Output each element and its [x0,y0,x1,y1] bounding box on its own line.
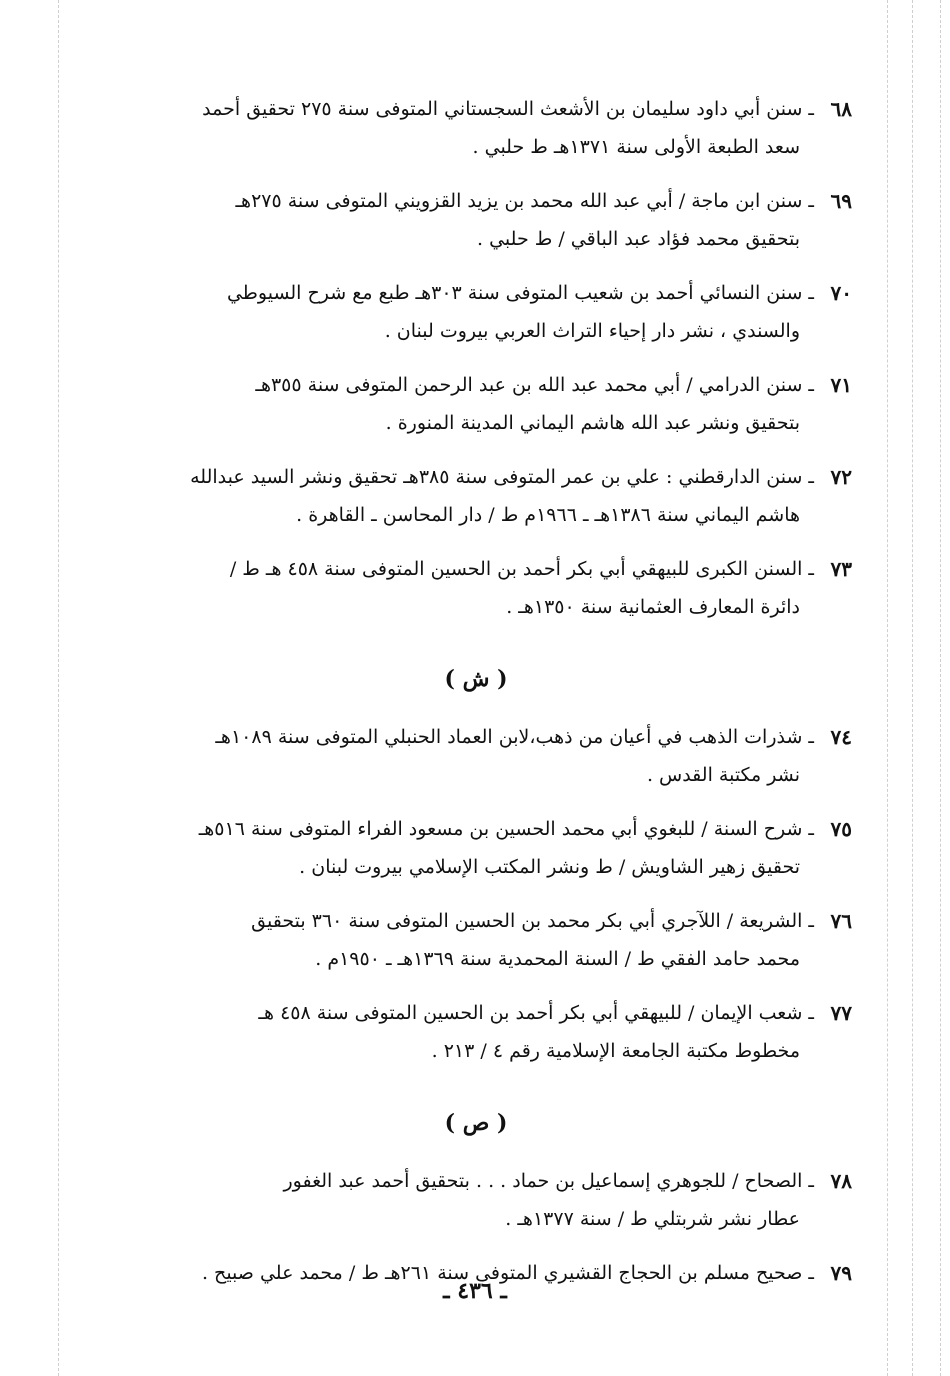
entry-text [100,274,814,350]
entry-text [100,182,814,258]
bibliography-entry [100,90,852,166]
bibliography-entry [100,810,852,886]
entry-line: بتحقيق محمد فؤاد عبد الباقي / ط حلبي . [477,228,800,250]
entry-text [100,366,814,442]
entry-line: ـ السنن الكبرى للبيهقي أبي بكر أحمد بن الحسين المتوفى سنة ٤٥٨ هـ ط / [229,558,814,580]
entry-line: عطار نشر شربتلي ط / سنة ١٣٧٧هـ . [505,1208,800,1230]
entry-line: ـ شذرات الذهب في أعيان من ذهب،لابن العماد الحنبلي المتوفى سنة ١٠٨٩هـ [215,726,814,748]
entry-text [100,902,814,978]
scan-guide-line [887,0,888,1376]
entry-line: ـ صحيح مسلم بن الحجاج القشيري المتوفى سنة ٢٦١هـ ط / محمد علي صبيح . [201,1262,814,1284]
entry-line: دائرة المعارف العثمانية سنة ١٣٥٠هـ . [506,596,800,618]
entry-line: محمد حامد الفقي ط / السنة المحمدية سنة ١٣٦٩هـ ـ ١٩٥٠م . [315,948,800,970]
entry-number: ٧٩ [830,1261,852,1285]
entry-text [100,994,814,1070]
entry-line: نشر مكتبة القدس . [646,764,800,786]
entry-line: ـ الصحاح / للجوهري إسماعيل بن حماد . . . بتحقيق أحمد عبد الغفور [283,1170,814,1192]
scan-guide-line [912,0,913,1376]
entry-line: ـ شرح السنة / للبغوي أبي محمد الحسين بن مسعود الفراء المتوفى سنة ٥١٦هـ [198,818,814,840]
bibliography-entry [100,718,852,794]
entry-line: ـ سنن ابن ماجة / أبي عبد الله محمد بن يزيد القزويني المتوفى سنة ٢٧٥هـ [235,190,814,212]
entry-line: ـ سنن الدرامي / أبي محمد عبد الله بن عبد الرحمن المتوفى سنة ٣٥٥هـ [255,374,814,396]
entry-number: ٧٢ [830,465,852,489]
entry-number: ٧٦ [830,909,852,933]
entry-line: ـ سنن النسائي أحمد بن شعيب المتوفى سنة ٣٠٣هـ طبع مع شرح السيوطي [226,282,814,304]
entry-text [100,718,814,794]
entry-line: سعد الطبعة الأولى سنة ١٣٧١هـ ط حلبي . [472,136,800,158]
entry-line: ـ الشريعة / اللآجري أبي بكر محمد بن الحسين المتوفى سنة ٣٦٠ بتحقيق [251,910,814,932]
entry-line: ـ سنن الدارقطني : علي بن عمر المتوفى سنة ٣٨٥هـ تحقيق ونشر السيد عبدالله [190,466,814,488]
bibliography-entry [100,366,852,442]
entry-number: ٦٩ [830,189,852,213]
entry-text [100,1162,814,1238]
entry-number: ٧٤ [830,725,852,749]
entry-number: ٧١ [830,373,852,397]
entry-number: ٧٨ [830,1169,852,1193]
entry-line: مخطوط مكتبة الجامعة الإسلامية رقم ٤ / ٢١٣ . [431,1040,800,1062]
entry-line: تحقيق زهير الشاويش / ط ونشر المكتب الإسلامي بيروت لبنان . [299,856,800,878]
section-heading-sad: ( ص ) [444,1110,508,1136]
entry-text [100,458,814,534]
entry-line: ـ شعب الإيمان / للبيهقي أبي بكر أحمد بن الحسين المتوفى سنة ٤٥٨ هـ [258,1002,814,1024]
bibliography-entry [100,1162,852,1238]
page-number: ـ ٤٣٦ ـ [443,1278,507,1304]
entry-number: ٧٧ [830,1001,852,1025]
entry-line: هاشم اليماني سنة ١٣٨٦هـ ـ ١٩٦٦م ط / دار المحاسن ـ القاهرة . [296,504,800,526]
bibliography-page [100,90,852,1308]
bibliography-entry [100,458,852,534]
entry-number: ٧٠ [830,281,852,305]
bibliography-entry [100,902,852,978]
section-heading-shin: ( ش ) [444,666,508,692]
entry-text [100,810,814,886]
scan-guide-line [940,0,941,1376]
entry-number: ٦٨ [830,97,852,121]
entry-text [100,550,814,626]
bibliography-entry [100,274,852,350]
entry-line: بتحقيق ونشر عبد الله هاشم اليماني المدينة المنورة . [385,412,800,434]
scan-guide-line [58,0,59,1376]
bibliography-entry [100,994,852,1070]
entry-line: ـ سنن أبي داود سليمان بن الأشعث السجستاني المتوفى سنة ٢٧٥ تحقيق أحمد [202,98,814,120]
entry-number: ٧٥ [830,817,852,841]
entry-number: ٧٣ [830,557,852,581]
entry-text [100,90,814,166]
bibliography-entry [100,182,852,258]
entry-line: والسندي ، نشر دار إحياء التراث العربي بيروت لبنان . [384,320,800,342]
bibliography-entry [100,550,852,626]
